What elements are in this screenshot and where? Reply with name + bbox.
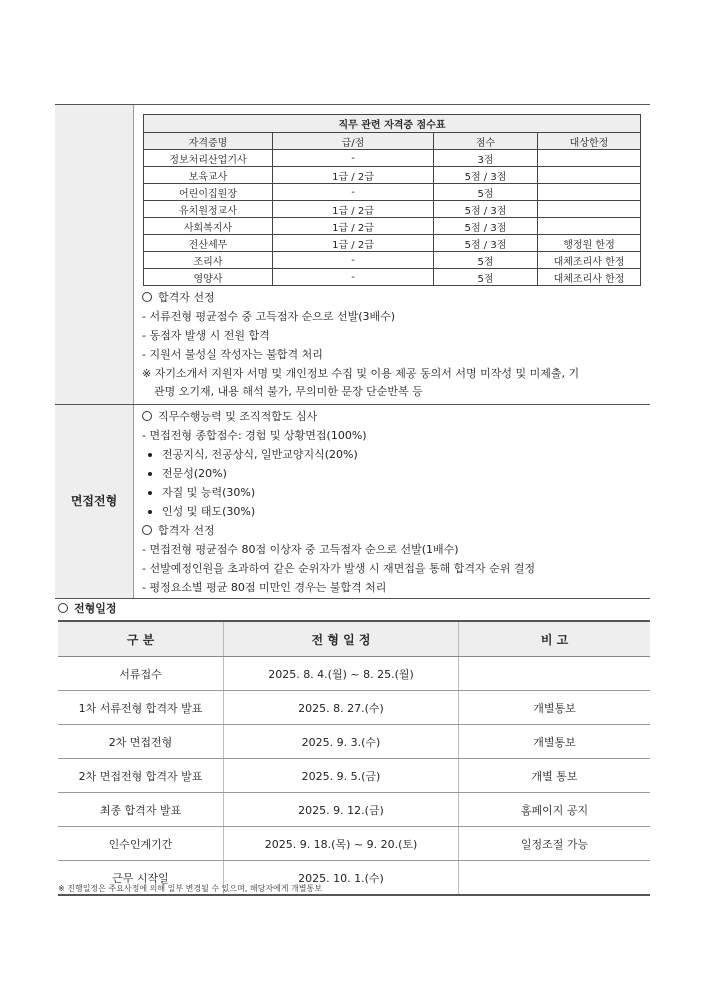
table-bottom-border xyxy=(55,598,650,599)
circle-bullet-icon xyxy=(58,603,68,613)
bullet-item xyxy=(142,504,255,520)
criteria-line: - 면접전형 종합점수: 경험 및 상황면접(100%) xyxy=(142,429,367,442)
criteria-line: - 선발예정인원을 초과하여 같은 순위자가 발생 시 재면접을 통해 합격자 순위 결정 xyxy=(142,562,536,575)
table-row xyxy=(58,759,650,793)
remark-cell xyxy=(459,861,651,896)
cert-name: 사회복지사 xyxy=(144,218,273,235)
cert-name: 유치원정교사 xyxy=(144,201,273,218)
score-cell: 5점 / 3점 xyxy=(434,235,538,252)
heading-text: 합격자 선정 xyxy=(158,524,215,537)
note-line: ※ 자기소개서 지원자 서명 및 개인정보 수집 및 이용 제공 동의서 서명 미작성 및 미제출, 기 xyxy=(142,367,580,380)
circle-bullet-icon xyxy=(142,411,152,421)
category-column xyxy=(55,104,134,599)
column-header: 대상한정 xyxy=(538,133,641,150)
column-header: 급/점 xyxy=(273,133,434,150)
grade-cell: - xyxy=(273,252,434,269)
bullet-item xyxy=(142,447,358,463)
interview-section xyxy=(134,405,650,598)
remark-cell: 개별통보 xyxy=(459,725,651,759)
section-heading xyxy=(142,409,317,425)
column-header: 구 분 xyxy=(58,621,224,657)
cert-name: 정보처리산업기사 xyxy=(144,150,273,167)
bullet-text: 전공지식, 전공상식, 일반교양지식(20%) xyxy=(162,448,358,461)
section-heading xyxy=(142,523,215,539)
schedule-title xyxy=(58,600,117,616)
score-cell: 5점 xyxy=(434,184,538,201)
date-cell: 2025. 8. 27.(수) xyxy=(224,691,459,725)
grade-cell: 1급 / 2급 xyxy=(273,218,434,235)
remark-cell: 개별 통보 xyxy=(459,759,651,793)
bullet-text: 인성 및 태도(30%) xyxy=(162,505,256,518)
selection-criteria-table xyxy=(55,104,650,599)
cert-name: 보육교사 xyxy=(144,167,273,184)
circle-bullet-icon xyxy=(142,525,152,535)
schedule-title-text: 전형일정 xyxy=(74,602,117,615)
bullet-item xyxy=(142,466,227,482)
stage-cell: 인수인계기간 xyxy=(58,827,224,861)
date-cell: 2025. 9. 12.(금) xyxy=(224,793,459,827)
section-heading xyxy=(142,290,215,306)
score-cell: 5점 xyxy=(434,252,538,269)
remark-cell: 개별통보 xyxy=(459,691,651,725)
column-header: 점수 xyxy=(434,133,538,150)
column-header: 전 형 일 정 xyxy=(224,621,459,657)
date-cell: 2025. 8. 4.(월) ~ 8. 25.(월) xyxy=(224,657,459,691)
score-table-title: 직무 관련 자격증 점수표 xyxy=(144,115,641,133)
schedule-footnote: ※ 진행일정은 주요사정에 의해 일부 변경될 수 있으며, 해당자에게 개별통보 xyxy=(58,884,322,893)
stage-cell: 1차 서류전형 합격자 발표 xyxy=(58,691,224,725)
criteria-line: - 평정요소별 평균 80점 미만인 경우는 불합격 처리 xyxy=(142,581,387,594)
criteria-line: - 동점자 발생 시 전원 합격 xyxy=(142,329,270,342)
date-cell: 2025. 9. 18.(목) ~ 9. 20.(토) xyxy=(224,827,459,861)
target-cell: 행정원 한정 xyxy=(538,235,641,252)
column-header: 비 고 xyxy=(459,621,651,657)
cert-name: 어린이집원장 xyxy=(144,184,273,201)
heading-text: 합격자 선정 xyxy=(158,291,215,304)
stage-cell: 서류접수 xyxy=(58,657,224,691)
target-cell: 대체조리사 한정 xyxy=(538,269,641,286)
heading-text: 직무수행능력 및 조직적합도 심사 xyxy=(158,410,318,423)
remark-cell: 홈페이지 공지 xyxy=(459,793,651,827)
table-row xyxy=(58,725,650,759)
grade-cell: - xyxy=(273,150,434,167)
score-cell: 5점 / 3점 xyxy=(434,201,538,218)
remark-cell: 일정조절 가능 xyxy=(459,827,651,861)
stage-cell: 2차 면접전형 xyxy=(58,725,224,759)
grade-cell: - xyxy=(273,184,434,201)
criteria-line: - 면접전형 평균점수 80점 이상자 중 고득점자 순으로 선발(1배수) xyxy=(142,543,459,556)
interview-section-label: 면접전형 xyxy=(70,494,118,508)
bullet-item xyxy=(142,485,255,501)
score-cell: 3점 xyxy=(434,150,538,167)
score-cell: 5점 / 3점 xyxy=(434,167,538,184)
grade-cell: 1급 / 2급 xyxy=(273,167,434,184)
stage-cell: 근무 시작일 xyxy=(58,861,224,896)
dot-bullet-icon xyxy=(148,491,152,495)
table-row xyxy=(58,657,650,691)
date-cell: 2025. 9. 3.(수) xyxy=(224,725,459,759)
criteria-line: - 지원서 불성실 작성자는 불합격 처리 xyxy=(142,348,323,361)
criteria-line: - 서류전형 평균점수 중 고득점자 순으로 선발(3배수) xyxy=(142,310,396,323)
stage-cell: 2차 면접전형 합격자 발표 xyxy=(58,759,224,793)
score-cell: 5점 / 3점 xyxy=(434,218,538,235)
grade-cell: 1급 / 2급 xyxy=(273,235,434,252)
date-cell: 2025. 10. 1.(수) xyxy=(224,861,459,896)
cert-name: 조리사 xyxy=(144,252,273,269)
table-row xyxy=(58,827,650,861)
bullet-text: 자질 및 능력(30%) xyxy=(162,486,256,499)
grade-cell: - xyxy=(273,269,434,286)
dot-bullet-icon xyxy=(148,453,152,457)
dot-bullet-icon xyxy=(148,510,152,514)
grade-cell: 1급 / 2급 xyxy=(273,201,434,218)
dot-bullet-icon xyxy=(148,472,152,476)
target-cell: 대체조리사 한정 xyxy=(538,252,641,269)
score-cell: 5점 xyxy=(434,269,538,286)
circle-bullet-icon xyxy=(142,292,152,302)
column-header: 자격증명 xyxy=(144,133,273,150)
cert-name: 영양사 xyxy=(144,269,273,286)
table-row xyxy=(58,793,650,827)
stage-cell: 최종 합격자 발표 xyxy=(58,793,224,827)
note-line: 관명 오기재, 내용 해석 불가, 무의미한 문장 단순반복 등 xyxy=(154,385,423,398)
remark-cell xyxy=(459,657,651,691)
date-cell: 2025. 9. 5.(금) xyxy=(224,759,459,793)
cert-name: 전산세무 xyxy=(144,235,273,252)
schedule-table xyxy=(58,620,650,896)
bullet-text: 전문성(20%) xyxy=(162,467,227,480)
document-screening-section xyxy=(134,104,650,404)
table-row xyxy=(58,691,650,725)
